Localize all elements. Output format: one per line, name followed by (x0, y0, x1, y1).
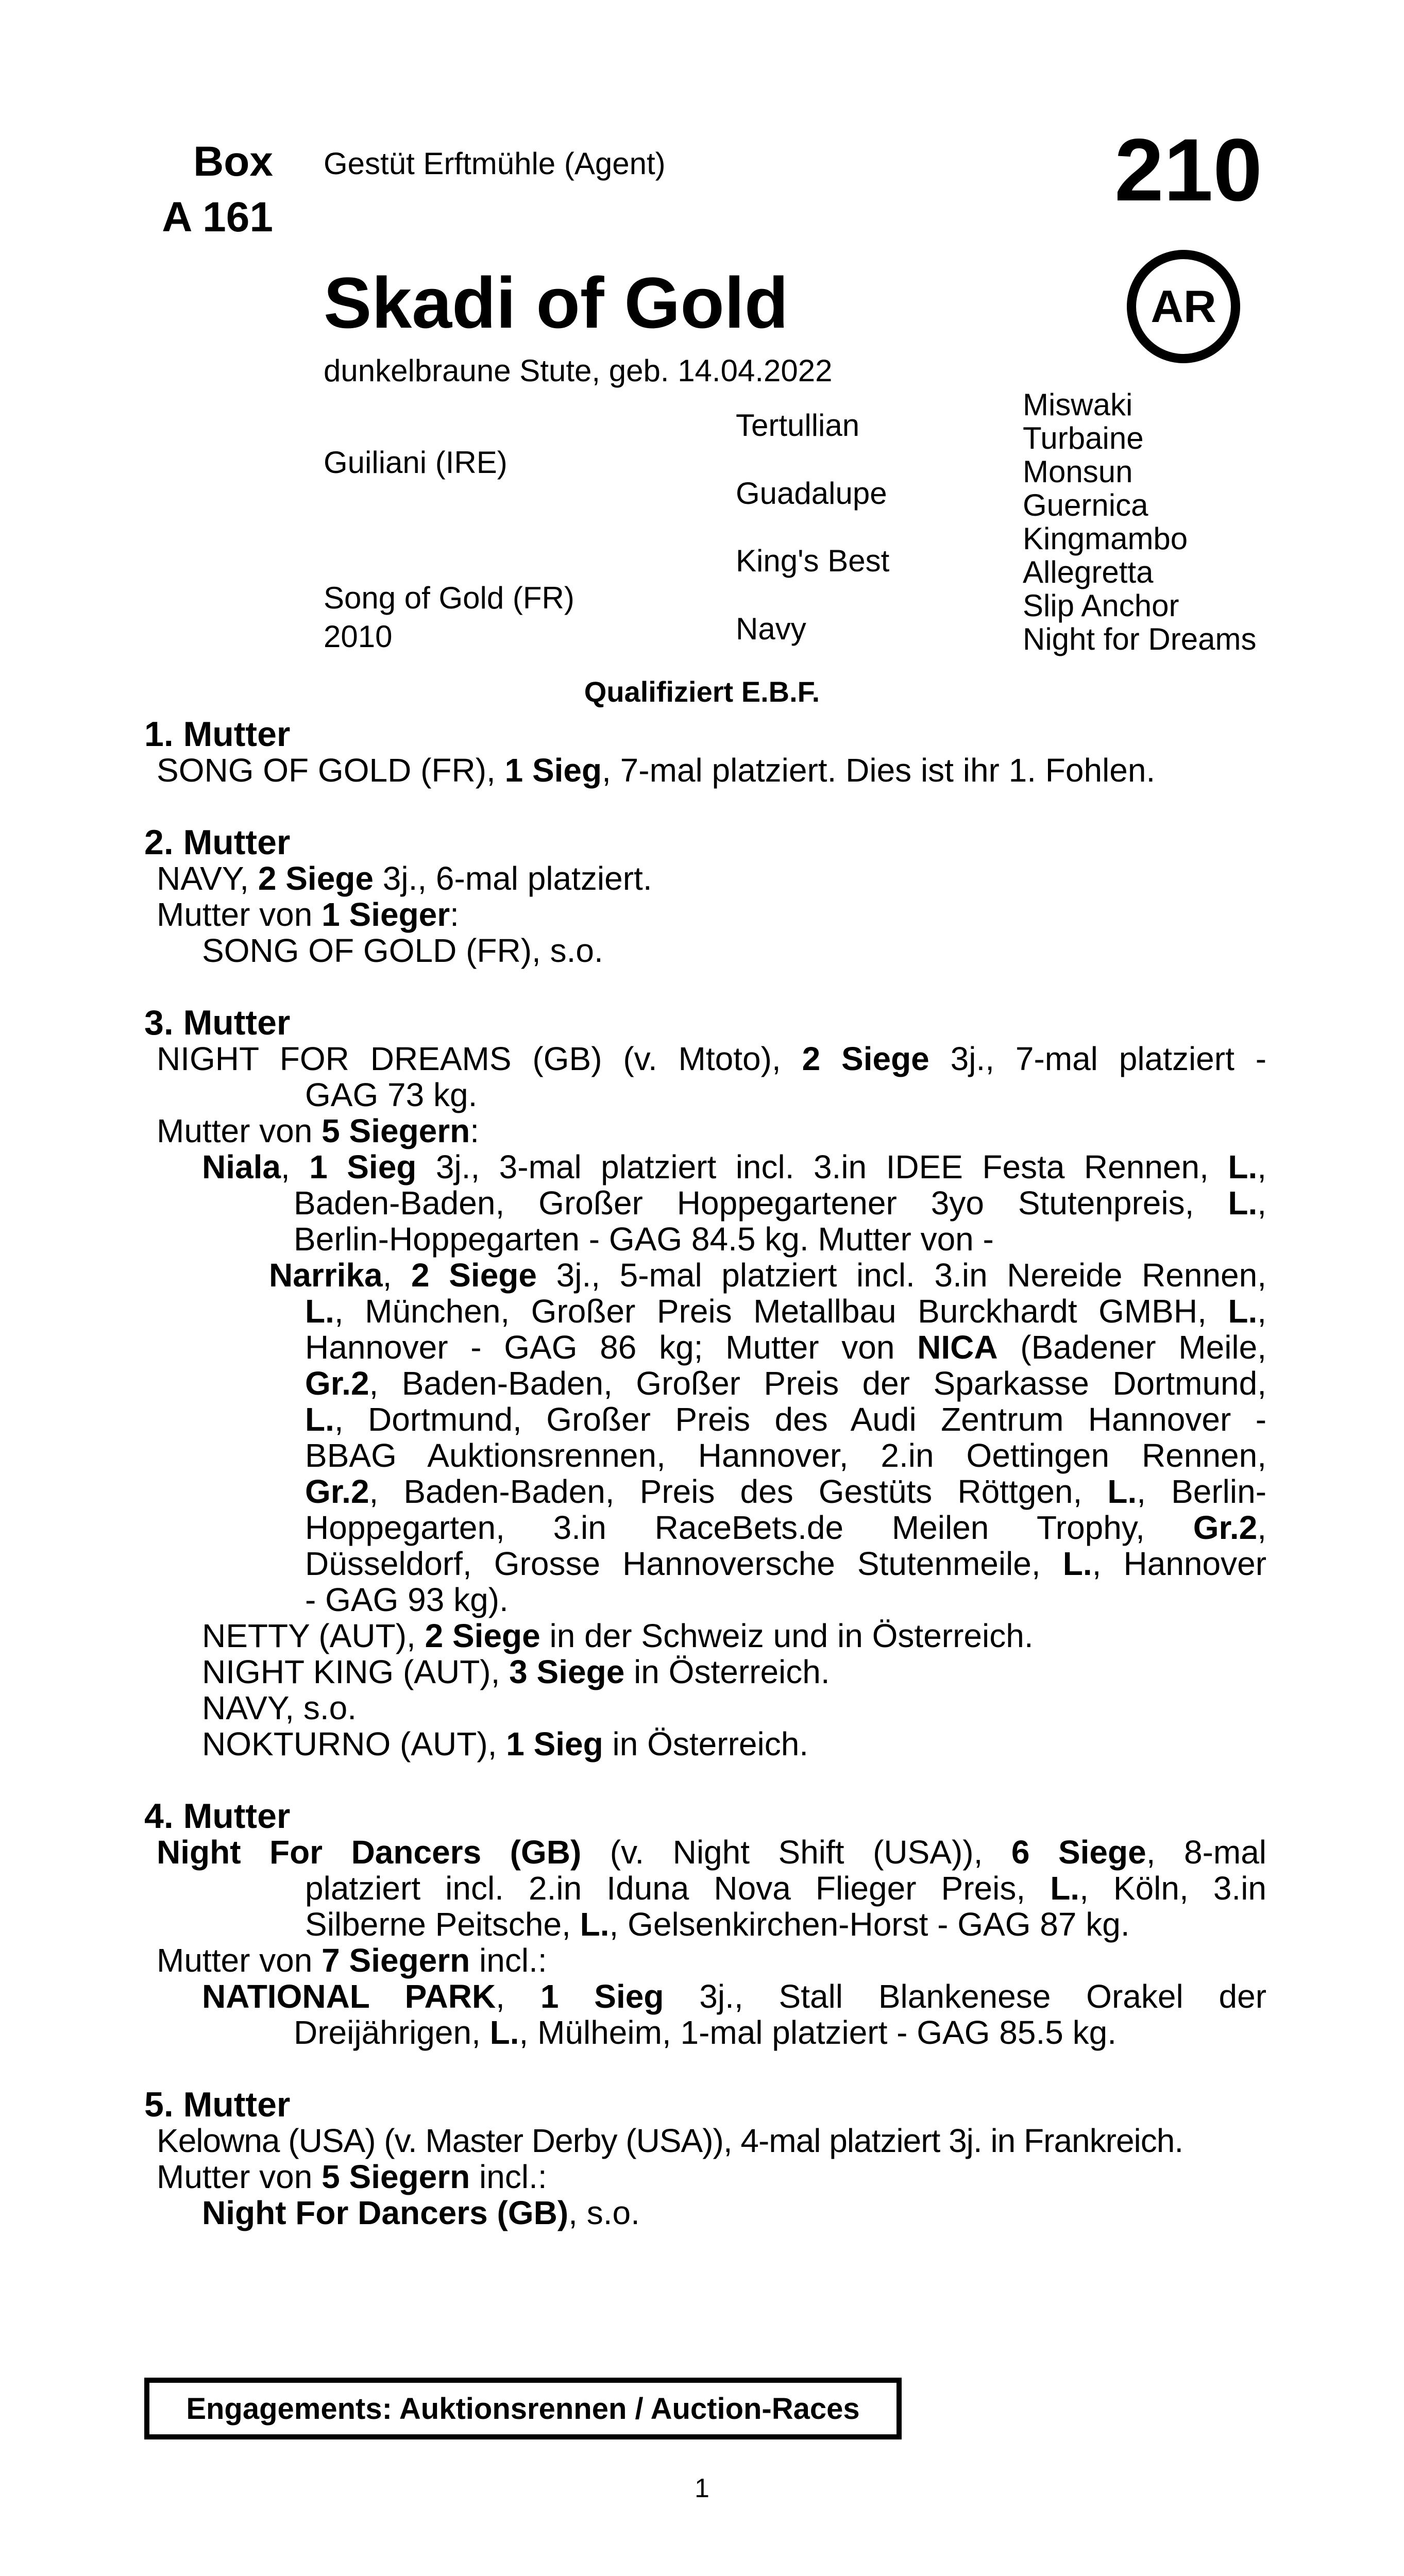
pedigree-grandparent: King's Best (736, 544, 890, 578)
ar-badge-label: AR (1151, 281, 1216, 332)
produce-entry-night-for-dancers: Night For Dancers (GB), s.o. (202, 2194, 640, 2231)
produce-entry-national-park: NATIONAL PARK, 1 Sieg 3j., Stall Blankenese Orakel der (202, 1978, 1267, 2015)
produce-entry-continued: Berlin-Hoppegarten - GAG 84.5 kg. Mutter von - (294, 1221, 994, 1258)
produce-entry-narrika: Narrika, 2 Siege 3j., 5-mal platziert incl. 3.in Nereide Rennen, (269, 1257, 1267, 1294)
horse-name: Skadi of Gold (324, 262, 789, 343)
dam-entry: NAVY, 2 Siege 3j., 6-mal platziert. (157, 860, 652, 897)
pedigree-great-grandparent: Night for Dreams (1023, 622, 1257, 656)
dam-of-line: Mutter von 5 Siegern: (157, 1112, 480, 1149)
section-heading: 4. Mutter (144, 1797, 291, 1836)
produce-entry-continued: L., Dortmund, Großer Preis des Audi Zentrum Hannover - (305, 1401, 1266, 1438)
produce-entry-continued: - GAG 93 kg). (305, 1581, 509, 1618)
dam-of-line: Mutter von 1 Sieger: (157, 896, 459, 933)
section-heading: 3. Mutter (144, 1003, 291, 1042)
produce-entry-continued: Hoppegarten, 3.in RaceBets.de Meilen Trophy, Gr.2, (305, 1509, 1266, 1546)
dam-of-line: Mutter von 7 Siegern incl.: (157, 1942, 547, 1979)
produce-entry-nokturno: NOKTURNO (AUT), 1 Sieg in Österreich. (202, 1725, 809, 1762)
pedigree-grandparent: Navy (736, 612, 806, 646)
produce-entry-continued: BBAG Auktionsrennen, Hannover, 2.in Oettingen Rennen, (305, 1437, 1266, 1474)
pedigree-sire: Guiliani (IRE) (324, 445, 508, 480)
dam-of-line: Mutter von 5 Siegern incl.: (157, 2158, 547, 2195)
horse-description: dunkelbraune Stute, geb. 14.04.2022 (324, 353, 833, 388)
section-2-mutter (144, 824, 1266, 969)
section-5-mutter (144, 2087, 1266, 2231)
dam-entry: Night For Dancers (GB) (v. Night Shift (USA)), 6 Siege, 8-mal (157, 1834, 1267, 1871)
ar-badge (1127, 250, 1240, 363)
box-label (134, 134, 273, 245)
pedigree-great-grandparents (1023, 388, 1256, 656)
produce-entry-continued: Düsseldorf, Grosse Hannoversche Stutenmeile, L., Hannover (305, 1545, 1267, 1582)
section-heading: 5. Mutter (144, 2085, 291, 2124)
pedigree-great-grandparent: Turbaine (1023, 421, 1144, 455)
section-heading: 2. Mutter (144, 823, 291, 862)
pedigree-great-grandparent: Monsun (1023, 454, 1133, 489)
lot-number: 210 (1114, 121, 1262, 219)
dam-entry: Kelowna (USA) (v. Master Derby (USA)), 4-mal platziert 3j. in Frankreich. (157, 2122, 1183, 2159)
produce-entry-niala: Niala, 1 Sieg 3j., 3-mal platziert incl. 3.in IDEE Festa Rennen, L., (202, 1148, 1267, 1185)
section-heading: 1. Mutter (144, 715, 291, 754)
page-number: 1 (695, 2473, 709, 2503)
dam-entry: SONG OF GOLD (FR), 1 Sieg, 7-mal platziert. Dies ist ihr 1. Fohlen. (157, 752, 1156, 789)
engagements-box (144, 2378, 902, 2439)
produce-entry-navy: NAVY, s.o. (202, 1689, 357, 1726)
produce-entry-continued: Baden-Baden, Großer Hoppegartener 3yo Stutenpreis, L., (294, 1184, 1266, 1222)
dam-entry-continued: GAG 73 kg. (305, 1076, 478, 1113)
dam-entry-continued: platziert incl. 2.in Iduna Nova Flieger Preis, L., Köln, 3.in (305, 1870, 1267, 1907)
pedigree-great-grandparent: Guernica (1023, 488, 1148, 522)
section-1-mutter (144, 716, 1266, 788)
pedigree-great-grandparent: Slip Anchor (1023, 588, 1179, 623)
produce-entry-netty: NETTY (AUT), 2 Siege in der Schweiz und in Österreich. (202, 1617, 1034, 1654)
section-4-mutter (144, 1798, 1266, 2050)
produce-entry-continued: Gr.2, Baden-Baden, Preis des Gestüts Röttgen, L., Berlin- (305, 1473, 1267, 1510)
box-label-text: Box (193, 138, 273, 185)
pedigree-great-grandparent: Kingmambo (1023, 521, 1188, 556)
pedigree-grandparent: Guadalupe (736, 476, 887, 511)
pedigree-dam: Song of Gold (FR) (324, 581, 574, 615)
pedigree-great-grandparent: Miswaki (1023, 387, 1133, 422)
dam-entry-continued: Silberne Peitsche, L., Gelsenkirchen-Horst - GAG 87 kg. (305, 1906, 1130, 1943)
dam-lines (144, 716, 1266, 2267)
produce-entry-continued: Hannover - GAG 86 kg; Mutter von NICA (Badener Meile, (305, 1329, 1267, 1366)
produce-entry-continued: Gr.2, Baden-Baden, Großer Preis der Sparkasse Dortmund, (305, 1365, 1266, 1402)
produce-entry-continued: Dreijährigen, L., Mülheim, 1-mal platziert - GAG 85.5 kg. (294, 2014, 1117, 2051)
produce-entry-night-king: NIGHT KING (AUT), 3 Siege in Österreich. (202, 1653, 830, 1690)
pedigree-dam-year: 2010 (324, 619, 393, 654)
pedigree-great-grandparent: Allegretta (1023, 555, 1154, 589)
produce-entry-continued: L., München, Großer Preis Metallbau Burckhardt GMBH, L., (305, 1293, 1266, 1330)
engagements-label: Engagements: Auktionsrennen / Auction-Races (186, 2392, 860, 2426)
box-number: A 161 (162, 194, 273, 241)
pedigree-grandparent: Tertullian (736, 408, 860, 443)
section-3-mutter (144, 1005, 1266, 1762)
qualification-note: Qualifiziert E.B.F. (584, 675, 820, 708)
consignor: Gestüt Erftmühle (Agent) (324, 146, 666, 181)
dam-entry: NIGHT FOR DREAMS (GB) (v. Mtoto), 2 Siege 3j., 7-mal platziert - (157, 1040, 1267, 1077)
produce-entry: SONG OF GOLD (FR), s.o. (202, 932, 603, 969)
